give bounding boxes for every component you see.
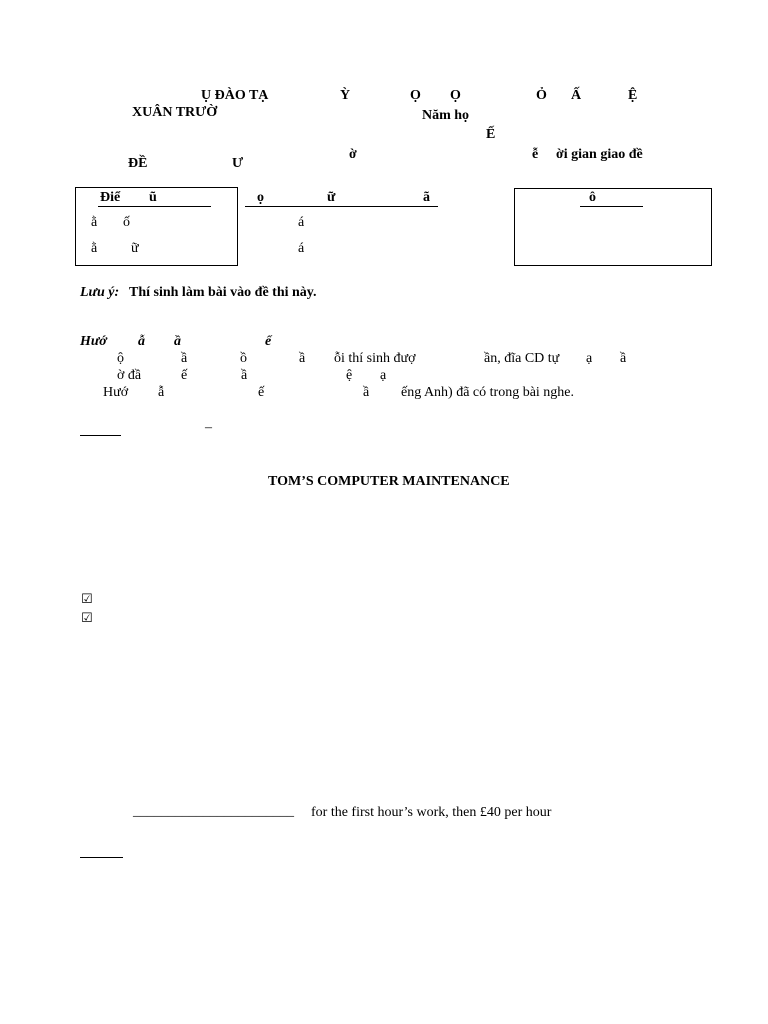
question-text: for the first hour’s work, then £40 per hour (311, 805, 552, 820)
instructions-heading-a: Hướ (80, 334, 107, 349)
header-row1-g: Ệ (628, 88, 638, 103)
time-note-2: ời gian giao đề (556, 147, 643, 162)
school-name: XUÂN TRƯỜ (132, 105, 218, 120)
exam-code-box (514, 188, 712, 266)
header-row1-e: Ỏ (536, 88, 547, 103)
exam-code-underline (580, 206, 643, 207)
instr-line2-b: ế (181, 368, 188, 383)
score-col2-underline (245, 206, 438, 207)
score-col2-header-a: ọ (257, 190, 264, 205)
checkbox-1[interactable]: ☑ (81, 592, 93, 607)
score-col2-header-b: ữ (327, 190, 336, 205)
instr-line2-e: ạ (380, 368, 387, 383)
part1-underline (80, 435, 121, 436)
time-mark: ờ (349, 147, 357, 162)
instr-line1-a: ộ (117, 351, 124, 366)
instr-line3-a: Hướ (103, 385, 129, 400)
instructions-heading-b: ẫ (138, 334, 145, 349)
header-letter: Ế (486, 127, 496, 142)
instr-line3-b: ẫ (158, 385, 165, 400)
exam-title-part1: ĐỀ (128, 156, 148, 171)
time-note-1: ễ (532, 147, 539, 162)
instructions-heading-c: ầ (174, 334, 181, 349)
header-row1-d: Ọ (450, 88, 461, 103)
instr-line1-d: ầ (299, 351, 306, 366)
score-row1-a: ằ (91, 215, 98, 230)
exam-code-header: ô (589, 190, 596, 205)
instr-line3-e: ếng Anh) đã có trong bài nghe. (401, 385, 575, 400)
instr-line3-d: ầ (363, 385, 370, 400)
score-col1-header-tail: ũ (149, 190, 157, 205)
instr-line1-h: ầ (620, 351, 627, 366)
score-col2-header-c: ã (423, 190, 430, 205)
note-label: Lưu ý: (80, 285, 120, 300)
header-row1-f: Ấ (571, 88, 582, 103)
instr-line2-a: ờ đầ (117, 368, 142, 383)
instr-line1-c: ồ (240, 351, 247, 366)
instr-line1-b: ầ (181, 351, 188, 366)
score-row2-a: ằ (91, 241, 98, 256)
part1-dash: – (205, 420, 212, 435)
score-col2-row2: á (298, 241, 305, 256)
exam-title-part2: Ư (232, 156, 244, 171)
score-col1-header: Điể (100, 190, 121, 205)
header-row1-b: Ỳ (340, 88, 351, 103)
header-row1-a: Ụ ĐÀO TẠ (201, 88, 269, 103)
school-year: Năm họ (422, 108, 470, 123)
note-text: Thí sinh làm bài vào đề thi này. (129, 285, 317, 300)
instructions-heading-d: ể (265, 334, 272, 349)
answer-blank[interactable]: _______________________ (133, 804, 294, 819)
score-col2-row1: á (298, 215, 305, 230)
instr-line3-c: ế (258, 385, 265, 400)
instr-line2-d: ệ (346, 368, 353, 383)
score-col1-underline (98, 206, 211, 207)
instr-line1-f: ần, đĩa CD tự (484, 351, 560, 366)
score-row1-b: ố (123, 215, 130, 230)
header-row1-c: Ọ (410, 88, 421, 103)
section-title: TOM’S COMPUTER MAINTENANCE (268, 474, 510, 489)
checkbox-2[interactable]: ☑ (81, 611, 93, 626)
part2-underline (80, 857, 123, 858)
instr-line2-c: ầ (241, 368, 248, 383)
instr-line1-g: ạ (586, 351, 593, 366)
score-row2-b: ữ (131, 241, 139, 256)
instr-line1-e: ỗi thí sinh đượ (334, 351, 416, 366)
